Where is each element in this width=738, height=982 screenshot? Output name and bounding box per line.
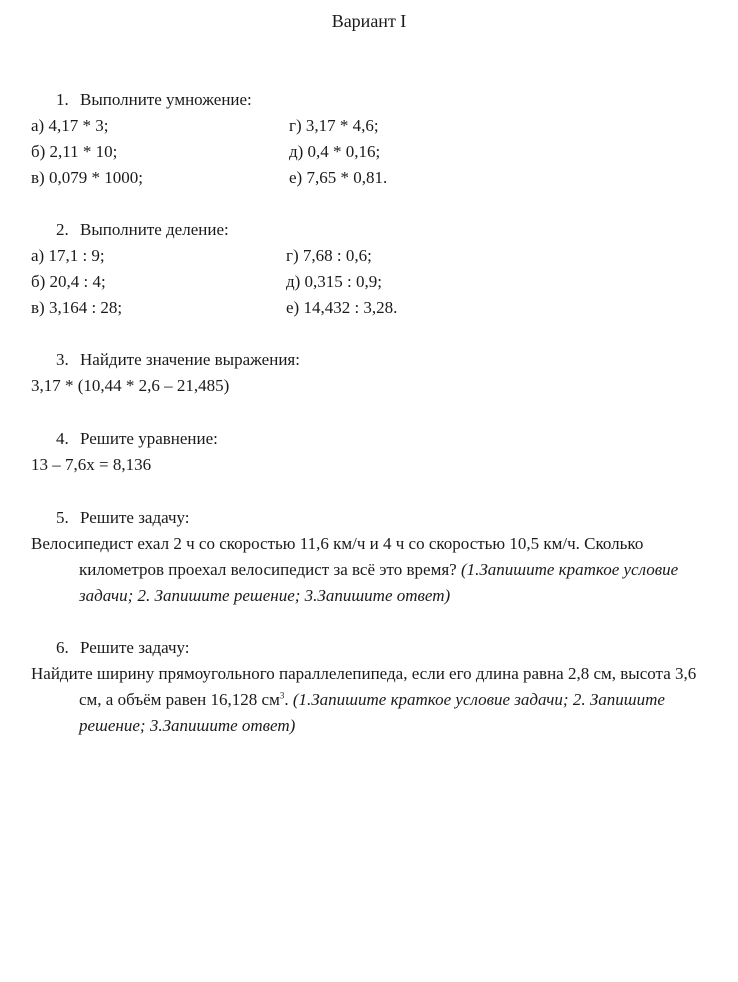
task-number: 5. (56, 508, 69, 527)
exercise-row (31, 269, 721, 295)
exercise-row (31, 139, 721, 165)
task-4 (31, 426, 721, 478)
exercise-item: е) 7,65 * 0,81. (289, 168, 388, 187)
task-heading-text: Выполните деление: (80, 220, 229, 239)
task-heading-text: Найдите значение выражения: (80, 350, 300, 369)
exercise-row (31, 243, 721, 269)
exercise-item: е) 14,432 : 3,28. (286, 298, 398, 317)
task-number: 3. (56, 350, 69, 369)
exercise-row (31, 165, 721, 191)
task-number: 4. (56, 429, 69, 448)
problem-statement: Найдите ширину прямоугольного параллелепипеда, если его длина равна 2,8 см, высота 3,6 см, а объём равен 16,128 см (31, 664, 697, 709)
task-heading (31, 217, 721, 243)
problem-statement: Велосипедист ехал 2 ч со скоростью 11,6 км/ч и 4 ч со скоростью 10,5 км/ч. Сколько километров проехал велосипедист за всё это время? (31, 534, 644, 579)
problem-hint: (1.Запишите краткое условие задачи; 2. Запишите решение; 3.Запишите ответ) (79, 560, 679, 605)
task-5 (31, 505, 721, 609)
exercise-item: г) 3,17 * 4,6; (289, 116, 379, 135)
problem-hint: (1.Запишите краткое условие задачи; 2. Запишите решение; 3.Запишите ответ) (79, 690, 665, 735)
expression-text: 3,17 * (10,44 * 2,6 – 21,485) (31, 376, 230, 395)
exercise-item: а) 17,1 : 9; (31, 246, 105, 265)
exercise-item: в) 0,079 * 1000; (31, 168, 143, 187)
equation-text: 13 – 7,6х = 8,136 (31, 455, 152, 474)
task-number: 6. (56, 638, 69, 657)
task-heading (31, 87, 721, 113)
task-1 (31, 87, 721, 191)
exercise-item: б) 2,11 * 10; (31, 142, 118, 161)
page-title: Вариант I (331, 11, 407, 31)
exercise-item: а) 4,17 * 3; (31, 116, 109, 135)
task-heading-text: Решите задачу: (80, 508, 190, 527)
problem-text (31, 661, 711, 739)
exercise-item: д) 0,315 : 0,9; (286, 272, 383, 291)
exercise-item: д) 0,4 * 0,16; (289, 142, 381, 161)
task-2 (31, 217, 721, 321)
task-heading (31, 347, 721, 373)
task-6 (31, 635, 711, 739)
task-heading-text: Решите задачу: (80, 638, 190, 657)
task-number: 2. (56, 220, 69, 239)
task-heading (31, 635, 711, 661)
task-heading-text: Решите уравнение: (80, 429, 218, 448)
exercise-row (31, 295, 721, 321)
task-3 (31, 347, 721, 399)
problem-text (31, 531, 721, 609)
task-heading-text: Выполните умножение: (80, 90, 252, 109)
task-number: 1. (56, 90, 69, 109)
cube-superscript: 3 (279, 690, 285, 701)
exercise-item: в) 3,164 : 28; (31, 298, 123, 317)
problem-statement-end: . (284, 690, 289, 709)
exercise-item: б) 20,4 : 4; (31, 272, 106, 291)
task-heading (31, 505, 721, 531)
task-heading (31, 426, 721, 452)
exercise-row (31, 113, 721, 139)
exercise-item: г) 7,68 : 0,6; (286, 246, 372, 265)
